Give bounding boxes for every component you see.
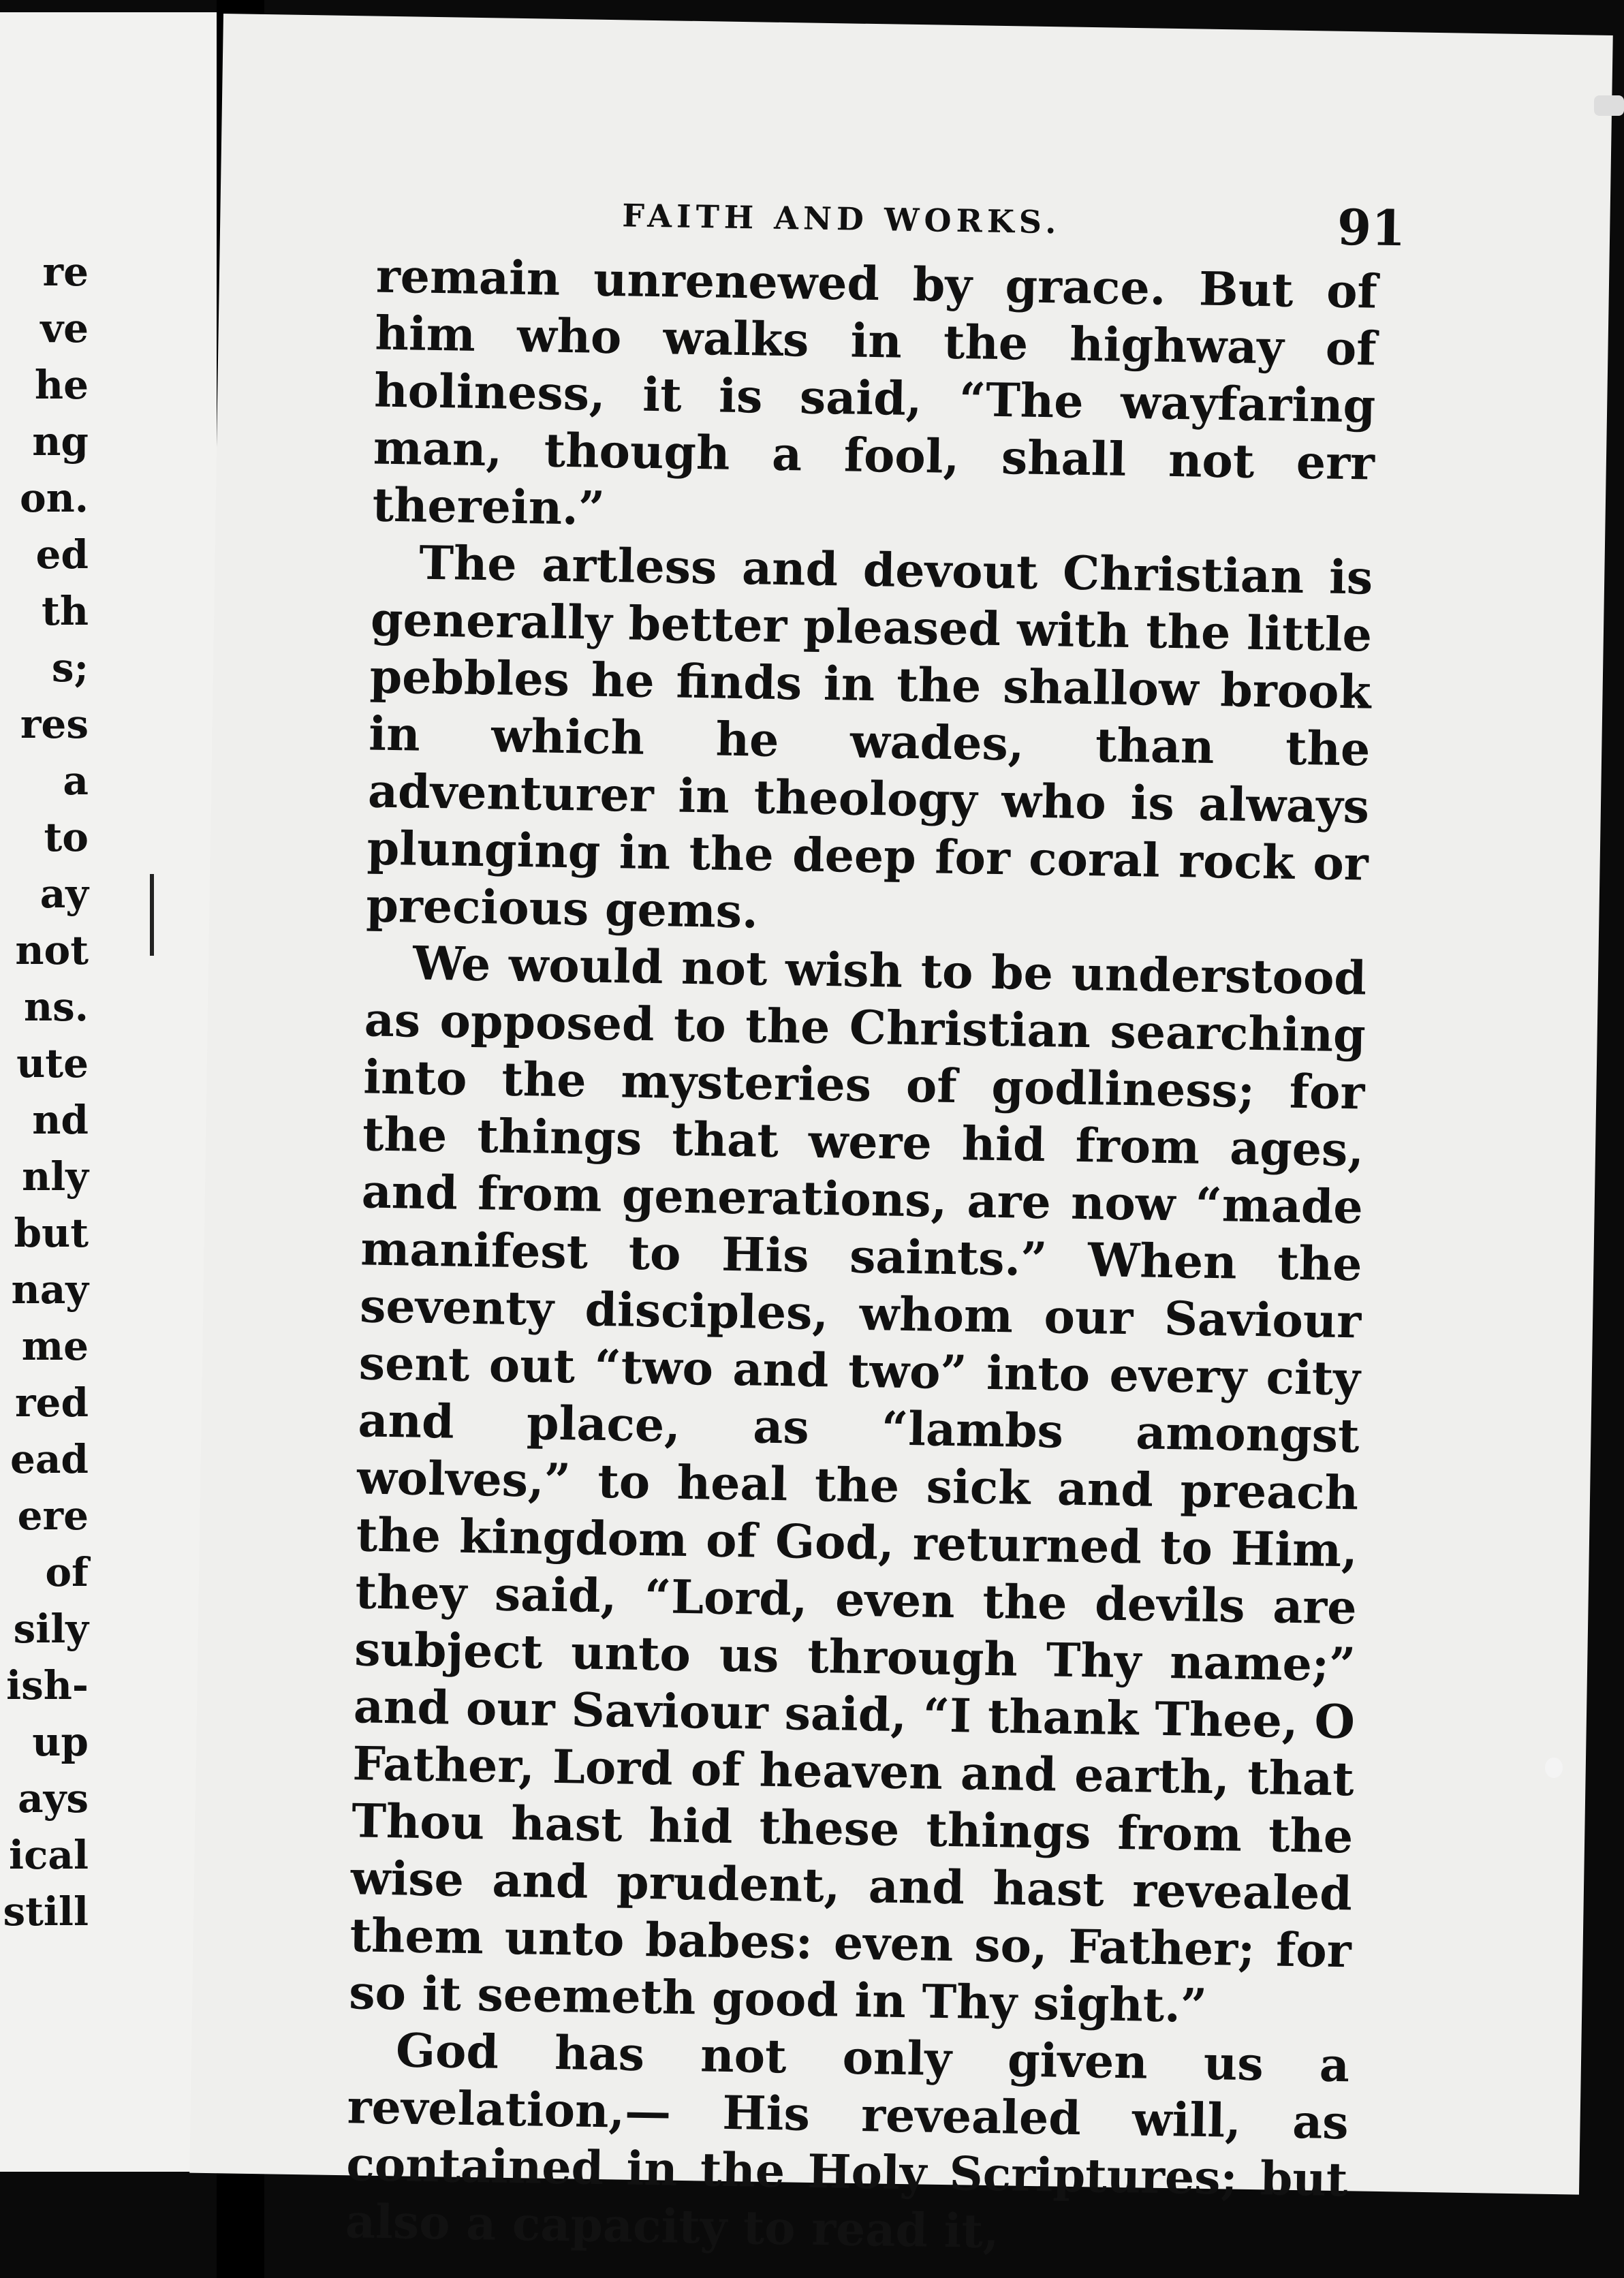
left-line: nd <box>32 1097 89 1143</box>
left-page <box>0 12 217 2172</box>
left-line: of <box>45 1549 89 1595</box>
left-line: red <box>14 1379 89 1426</box>
left-line: ute <box>16 1040 89 1087</box>
page-content <box>345 166 1406 2266</box>
paragraph: God has not only given us a revelation,— His revealed will, as contained in the Holy Scriptures; but also a capacity to read it, <box>345 2023 1350 2260</box>
paragraph: The artless and devout Christian is generally better pleased with the little pebbles he finds in the shallow brook in which he wades, than the adventurer in theology who is always plunging in the deep for coral rock or precious gems. <box>365 535 1373 939</box>
page-number: 91 <box>1337 198 1406 258</box>
left-line: ay <box>40 871 89 917</box>
left-line: me <box>21 1323 89 1369</box>
body-text <box>345 248 1377 2266</box>
left-line: ical <box>9 1832 89 1878</box>
left-line: not <box>15 927 89 973</box>
edge-speck <box>1545 1758 1563 1778</box>
left-line: res <box>20 701 89 747</box>
margin-pencil-mark <box>150 874 154 956</box>
left-line: sily <box>13 1606 89 1652</box>
left-line: ed <box>35 531 89 578</box>
left-line: ng <box>32 418 89 465</box>
left-line: th <box>42 588 89 634</box>
left-line: nly <box>22 1153 89 1200</box>
running-head <box>377 166 1406 264</box>
left-line: ere <box>17 1493 89 1539</box>
left-line: ish- <box>6 1662 89 1708</box>
left-line: re <box>42 249 89 295</box>
left-line: he <box>34 362 89 408</box>
left-line: still <box>3 1888 89 1935</box>
left-line: a <box>63 758 89 804</box>
left-line: ays <box>18 1775 89 1822</box>
paragraph: remain unrenewed by grace. But of him who walks in the highway of holiness, it is said, “The wayfaring man, though a fool, shall not err therein.” <box>372 249 1378 536</box>
left-line: on. <box>19 475 89 521</box>
running-title: FAITH AND WORKS. <box>621 197 1061 241</box>
left-line: ead <box>10 1436 89 1482</box>
page-corner-fold <box>1594 95 1624 116</box>
left-line: up <box>32 1719 89 1765</box>
left-line: nay <box>11 1266 89 1313</box>
left-page-text-fragments <box>0 244 89 2022</box>
left-line: to <box>44 814 89 860</box>
left-line: ns. <box>23 984 89 1030</box>
right-page <box>189 14 1613 2260</box>
left-line: ve <box>40 305 89 352</box>
paragraph: We would not wish to be understood as opposed to the Christian searching into the mysteries of godliness; for the things that were hid from ages, and from generations, are now “made manifest to His saints.” When the seventy disciples, whom our Saviour sent out “two and two” into every city and place, as “lambs amongst wolves,” to heal the sick and preach the kingdom of God, returned to Him, they said, “Lord, even the devils are subject unto us through Thy name;” and our Saviour said, “I thank Thee, O Father, Lord of heaven and earth, that Thou hast hid these things from the wise and prudent, and hast revealed them unto babes: even so, Father; for so it seemeth good in Thy sight.” <box>348 936 1367 2034</box>
left-line: s; <box>51 644 89 691</box>
left-line: but <box>14 1210 89 1256</box>
